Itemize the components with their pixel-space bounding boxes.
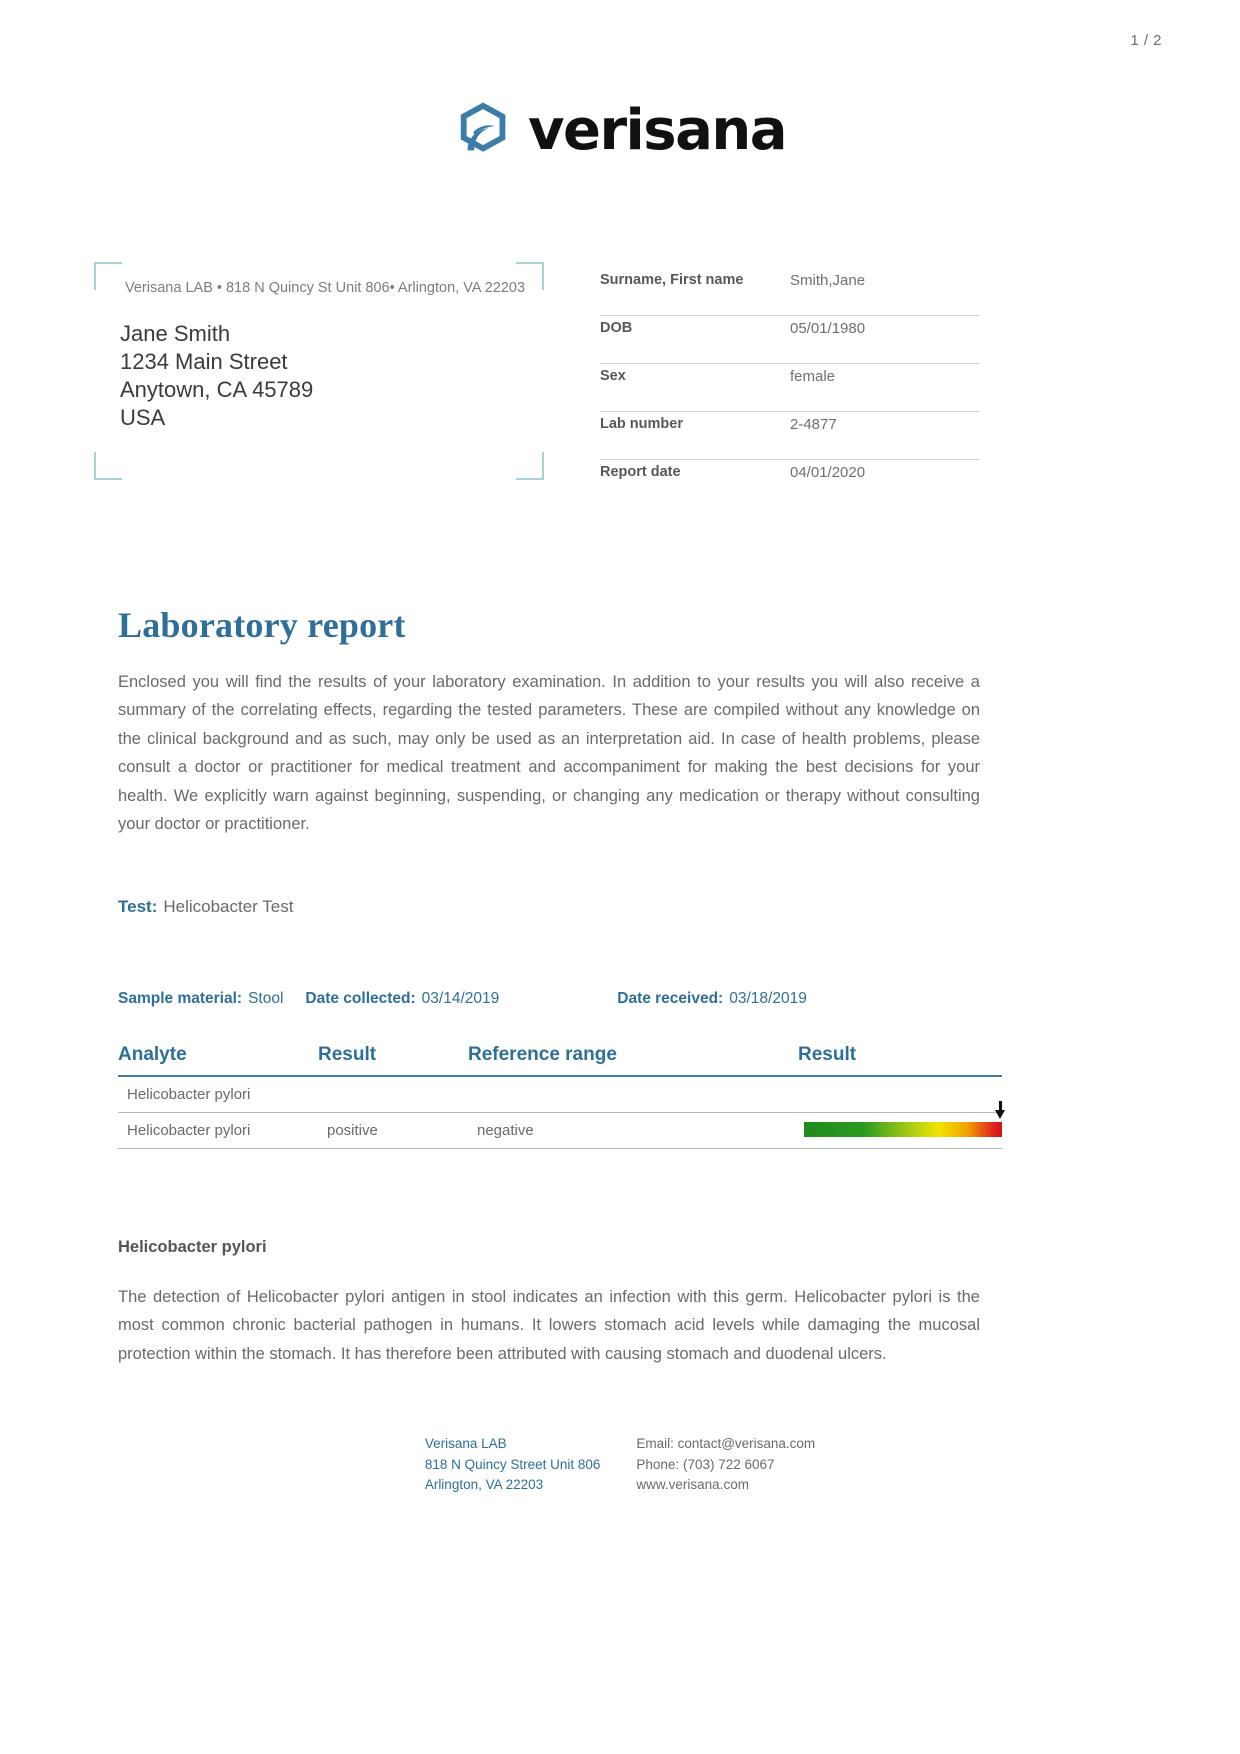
section-body: The detection of Helicobacter pylori antigen in stool indicates an infection with this germ. Helicobacter pylori is the most common chronic bacterial pathogen in humans. It lowers stomach acid levels while damaging the mucosal protection within the stomach. It has therefore been attributed with causing stomach and duodenal ulcers. — [118, 1288, 980, 1363]
test-value: Helicobacter Test — [163, 897, 294, 916]
group-name: Helicobacter pylori — [127, 1086, 251, 1103]
date-collected-value: 03/14/2019 — [421, 990, 500, 1007]
patient-info-row — [600, 364, 980, 412]
recipient-line: Anytown, CA 45789 — [120, 377, 314, 403]
brand-name: verisana — [527, 98, 787, 163]
brand-logo — [0, 100, 1240, 162]
patient-info-row — [600, 316, 980, 364]
column-header-result-bar: Result — [798, 1044, 857, 1065]
field-label: Sex — [600, 368, 626, 384]
patient-info-row — [600, 268, 980, 316]
sender-line: Verisana LAB • 818 N Quincy St Unit 806• Arlington, VA 22203 — [125, 280, 526, 296]
corner-bracket-bottom-left — [94, 452, 122, 480]
date-received-value: 03/18/2019 — [729, 990, 807, 1007]
footer-contact-info — [636, 1434, 815, 1496]
recipient-line: Jane Smith — [120, 321, 231, 346]
field-label: DOB — [600, 320, 633, 336]
analyte-result: positive — [327, 1122, 378, 1139]
gradient-bar — [804, 1122, 1002, 1137]
hexagon-swoosh-icon — [454, 100, 516, 162]
sample-material-value: Stool — [248, 990, 284, 1007]
footer-lab-address-1: 818 N Quincy Street Unit 806 — [424, 1456, 601, 1472]
date-received-label: Date received: — [617, 990, 724, 1007]
footer-lab-name: Verisana LAB — [424, 1436, 507, 1451]
page-footer — [0, 1434, 1240, 1496]
corner-bracket-top-left — [94, 262, 122, 290]
field-value: 2-4877 — [790, 416, 837, 433]
intro-paragraph: Enclosed you will find the results of your laboratory examination. In addition to your results you will also receive a summary of the correlating effects, regarding the tested parameters. These are compiled without any knowledge on the clinical background and as such, may only be used as an interpretation aid. In case of health problems, please consult a doctor or practitioner for medical treatment and accompaniment for making the best decisions for your health. We explicitly warn against beginning, suspending, or changing any medication or therapy without consulting your doctor or practitioner. — [118, 673, 980, 834]
footer-email: Email: contact@verisana.com — [636, 1436, 816, 1451]
test-line — [118, 897, 293, 917]
footer-lab-address-2: Arlington, VA 22203 — [424, 1477, 544, 1492]
sample-material-label: Sample material: — [118, 990, 243, 1007]
analyte-name: Helicobacter pylori — [127, 1122, 251, 1139]
analyte-reference-range: negative — [477, 1122, 534, 1139]
table-row-group — [118, 1077, 1002, 1113]
column-header-result: Result — [318, 1044, 377, 1065]
patient-info-row — [600, 460, 980, 507]
recipient-line: 1234 Main Street — [120, 349, 288, 375]
field-label: Surname, First name — [600, 272, 744, 288]
corner-bracket-bottom-right — [516, 452, 544, 480]
field-label: Report date — [600, 464, 681, 480]
footer-website[interactable]: www.verisana.com — [636, 1477, 749, 1492]
results-table — [118, 1044, 1002, 1149]
patient-info-table — [600, 268, 980, 507]
date-collected-label: Date collected: — [305, 990, 416, 1007]
recipient-line: USA — [120, 405, 166, 431]
test-label: Test: — [118, 897, 158, 916]
page-title: Laboratory report — [118, 605, 406, 645]
field-value: Smith,Jane — [790, 272, 866, 289]
column-header-analyte: Analyte — [118, 1044, 187, 1065]
recipient-address — [120, 320, 313, 433]
sample-meta-line — [118, 990, 980, 1008]
result-gauge — [807, 1113, 1002, 1148]
column-header-reference-range: Reference range — [468, 1044, 617, 1065]
footer-lab-info — [425, 1434, 601, 1496]
field-label: Lab number — [600, 416, 683, 432]
section-title: Helicobacter pylori — [118, 1238, 267, 1256]
results-table-header — [118, 1044, 1002, 1077]
field-value: 05/01/1980 — [790, 320, 866, 337]
field-value: female — [790, 368, 836, 385]
patient-info-row — [600, 412, 980, 460]
address-block — [94, 262, 544, 480]
footer-phone: Phone: (703) 722 6067 — [636, 1456, 775, 1472]
field-value: 04/01/2020 — [790, 464, 866, 481]
table-row — [118, 1113, 1002, 1149]
page-number: 1 / 2 — [1130, 32, 1162, 49]
